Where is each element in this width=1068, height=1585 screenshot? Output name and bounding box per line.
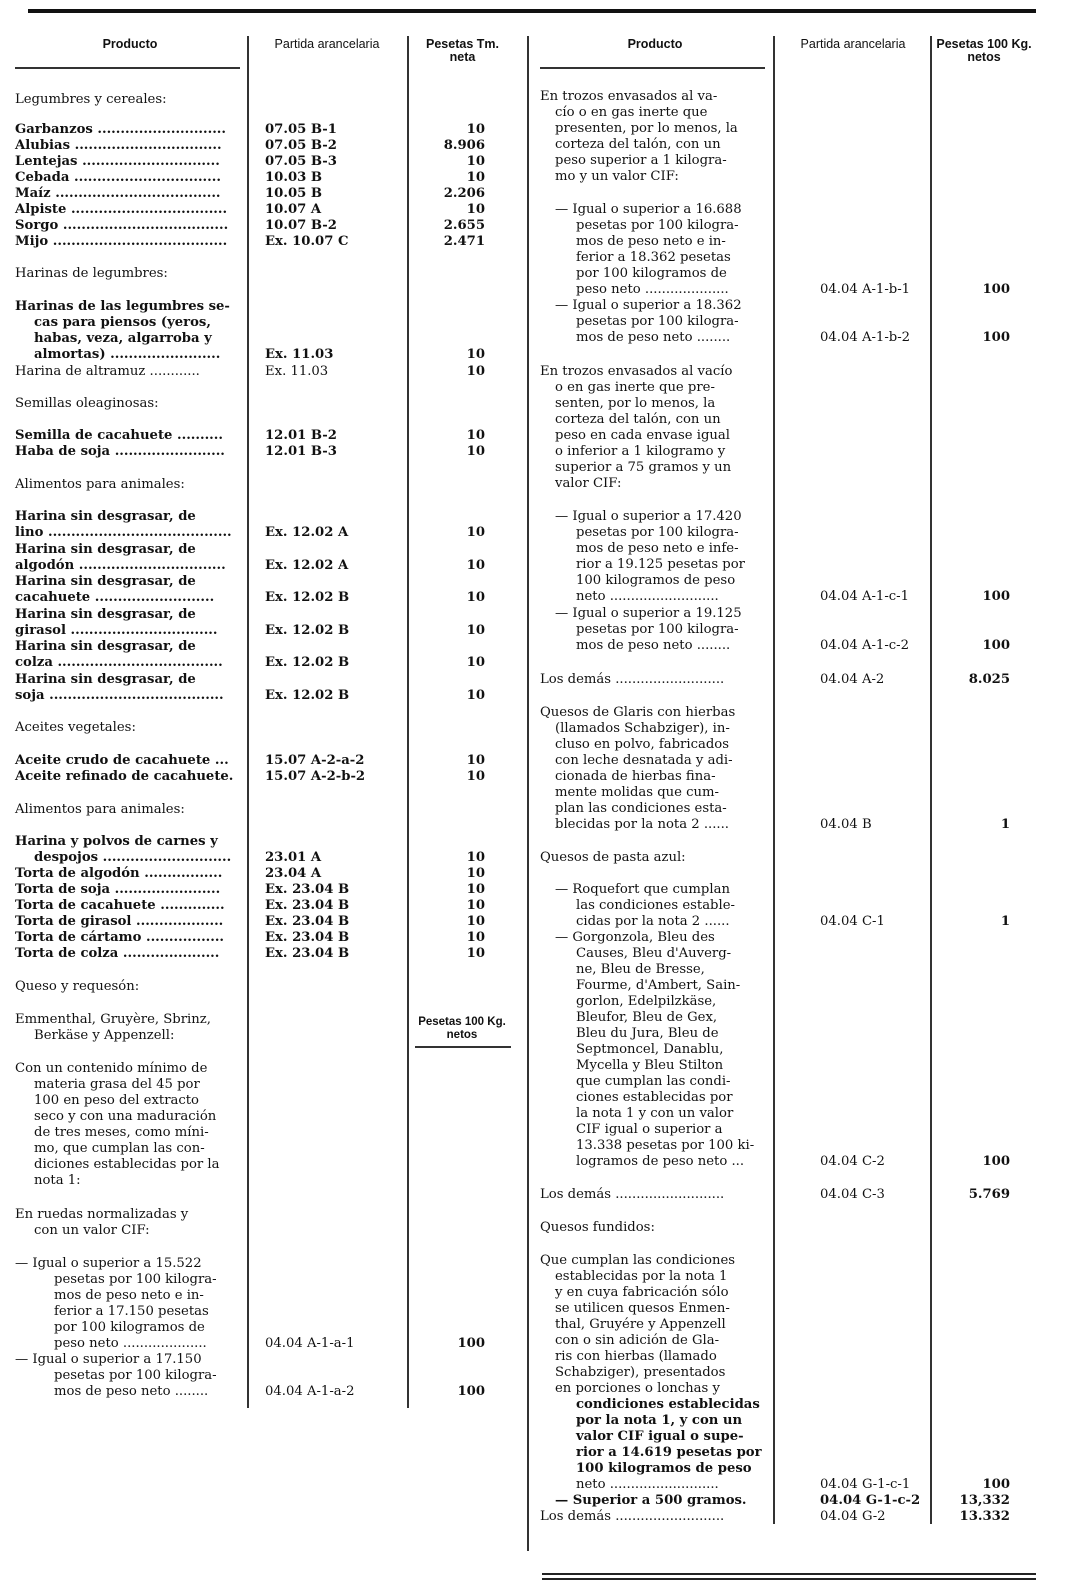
product-text: girasol ................................ [15, 623, 218, 638]
subheader-pesetas: Pesetas 100 Kg. netos [418, 1016, 506, 1041]
pesetas-value: 8.906 [443, 138, 485, 153]
pesetas-value: 10 [466, 590, 485, 605]
pesetas-value: 10 [466, 850, 485, 865]
partida-arancelaria: 15.07 A-2-b-2 [265, 769, 366, 784]
product-text: Lentejas .............................. [15, 154, 220, 169]
product-text: mo, que cumplan las con- [34, 1141, 205, 1156]
product-text: 100 en peso del extracto [34, 1093, 199, 1108]
partida-arancelaria: 04.04 G-1-c-1 [820, 1477, 911, 1492]
header-partida-left: Partida arancelaria [274, 37, 380, 51]
bottom-rule [542, 1578, 1036, 1580]
product-text: valor CIF igual o supe- [576, 1429, 744, 1444]
product-text: cluso en polvo, fabricados [555, 737, 729, 752]
header-partida-right: Partida arancelaria [800, 37, 906, 51]
product-text: neto .......................... [576, 589, 719, 604]
partida-arancelaria: 04.04 A-1-b-1 [820, 282, 911, 297]
pesetas-value: 10 [466, 202, 485, 217]
product-text: Semillas oleaginosas: [15, 396, 159, 411]
pesetas-value: 100 [982, 638, 1010, 653]
product-text: logramos de peso neto ... [576, 1154, 745, 1169]
product-text: Los demás .......................... [540, 672, 725, 687]
partida-arancelaria: 04.04 A-2 [820, 672, 885, 687]
product-text: Harina sin desgrasar, de [15, 672, 196, 687]
product-text: — Igual o superior a 18.362 [555, 298, 742, 313]
pesetas-value: 10 [466, 558, 485, 573]
product-text: Harina sin desgrasar, de [15, 542, 196, 557]
product-text: Harina sin desgrasar, de [15, 607, 196, 622]
product-text: se utilicen quesos Enmen- [555, 1301, 730, 1316]
product-text: rior a 14.619 pesetas por [576, 1445, 762, 1460]
product-text: Semilla de cacahuete .......... [15, 428, 223, 443]
partida-arancelaria: 12.01 B-2 [265, 428, 337, 443]
product-text: Mijo ...................................... [15, 234, 228, 249]
product-text: Torta de cártamo ................. [15, 930, 225, 945]
header-underline-left [15, 67, 240, 69]
pesetas-value: 1 [1000, 817, 1010, 832]
product-text: CIF igual o superior a [576, 1122, 723, 1137]
product-text: materia grasa del 45 por [34, 1077, 200, 1092]
product-text: despojos ............................ [34, 850, 232, 865]
product-text: Alpiste .................................. [15, 202, 228, 217]
product-text: — Igual o superior a 19.125 [555, 606, 742, 621]
partida-arancelaria: 04.04 G-2 [820, 1509, 886, 1524]
product-text: pesetas por 100 kilogra- [576, 622, 739, 637]
product-text: peso superior a 1 kilogra- [555, 153, 727, 168]
product-text: Torta de algodón ................. [15, 866, 223, 881]
partida-arancelaria: 07.05 B-1 [265, 122, 337, 137]
product-text: ferior a 17.150 pesetas [54, 1304, 209, 1319]
pesetas-value: 10 [466, 946, 485, 961]
product-text: por la nota 1, y con un [576, 1413, 743, 1428]
product-text: Aceite refinado de cacahuete. [15, 769, 234, 784]
product-text: nota 1: [34, 1173, 81, 1188]
pesetas-value: 10 [466, 898, 485, 913]
column-divider [930, 36, 932, 1524]
pesetas-value: 10 [466, 688, 485, 703]
product-text: y en cuya fabricación sólo [555, 1285, 729, 1300]
partida-arancelaria: Ex. 12.02 B [265, 688, 350, 703]
partida-arancelaria: Ex. 11.03 [265, 364, 329, 379]
partida-arancelaria: 04.04 A-1-a-2 [265, 1384, 355, 1399]
product-text: pesetas por 100 kilogra- [54, 1368, 217, 1383]
product-text: las condiciones estable- [576, 898, 735, 913]
product-text: Quesos de Glaris con hierbas [540, 705, 736, 720]
product-text: Alimentos para animales: [15, 802, 185, 817]
product-text: Alimentos para animales: [15, 477, 185, 492]
product-text: Garbanzos ............................ [15, 122, 226, 137]
product-text: en porciones o lonchas y [555, 1381, 720, 1396]
product-text: pesetas por 100 kilogra- [576, 218, 739, 233]
header-producto-left: Producto [102, 37, 158, 51]
product-text: Harina sin desgrasar, de [15, 509, 196, 524]
product-text: con un valor CIF: [34, 1223, 150, 1238]
partida-arancelaria: 10.07 B-2 [265, 218, 337, 233]
product-text: establecidas por la nota 1 [555, 1269, 728, 1284]
product-text: ne, Bleu de Bresse, [576, 962, 705, 977]
product-text: Harina sin desgrasar, de [15, 574, 196, 589]
product-text: Con un contenido mínimo de [15, 1061, 208, 1076]
subheader-underline [415, 1046, 511, 1048]
product-text: la nota 1 y con un valor [576, 1106, 734, 1121]
partida-arancelaria: 04.04 A-1-c-2 [820, 638, 910, 653]
partida-arancelaria: 04.04 A-1-c-1 [820, 589, 910, 604]
pesetas-value: 100 [457, 1336, 485, 1351]
product-text: Harinas de las legumbres se- [15, 299, 230, 314]
product-text: Aceite crudo de cacahuete ... [15, 753, 229, 768]
product-text: Queso y requesón: [15, 979, 140, 994]
partida-arancelaria: 04.04 A-1-b-2 [820, 330, 911, 345]
top-rule [28, 9, 1036, 13]
product-text: Harinas de legumbres: [15, 266, 168, 281]
product-text: ferior a 18.362 pesetas [576, 250, 731, 265]
product-text: de tres meses, como míni- [34, 1125, 209, 1140]
partida-arancelaria: 04.04 C-3 [820, 1187, 885, 1202]
product-text: habas, veza, algarroba y [34, 331, 212, 346]
product-text: Mycella y Bleu Stilton [576, 1058, 724, 1073]
pesetas-value: 100 [982, 282, 1010, 297]
product-text: con leche desnatada y adi- [555, 753, 733, 768]
partida-arancelaria: 07.05 B-3 [265, 154, 337, 169]
pesetas-value: 100 [457, 1384, 485, 1399]
pesetas-value: 100 [982, 1477, 1010, 1492]
column-divider [247, 36, 249, 1408]
product-text: Harina sin desgrasar, de [15, 639, 196, 654]
product-text: En trozos envasados al vacío [540, 364, 733, 379]
partida-arancelaria: 15.07 A-2-a-2 [265, 753, 365, 768]
product-text: mos de peso neto ........ [54, 1384, 209, 1399]
product-text: superior a 75 gramos y un [555, 460, 732, 475]
header-pesetas-left: Pesetas Tm. neta [426, 37, 499, 64]
product-text: algodón ................................ [15, 558, 226, 573]
product-text: peso neto .................... [576, 282, 729, 297]
product-text: Haba de soja ........................ [15, 444, 225, 459]
product-text: Bleu du Jura, Bleu de [576, 1026, 719, 1041]
product-text: peso neto .................... [54, 1336, 207, 1351]
pesetas-value: 10 [466, 122, 485, 137]
product-text: Los demás .......................... [540, 1187, 725, 1202]
partida-arancelaria: 04.04 G-1-c-2 [820, 1493, 921, 1508]
partida-arancelaria: Ex. 11.03 [265, 347, 334, 362]
product-text: cacahuete .......................... [15, 590, 215, 605]
pesetas-value: 10 [466, 525, 485, 540]
pesetas-value: 10 [466, 444, 485, 459]
product-text: ciones establecidas por [576, 1090, 733, 1105]
product-text: Legumbres y cereales: [15, 92, 167, 107]
product-text: mo y un valor CIF: [555, 169, 679, 184]
partida-arancelaria: Ex. 23.04 B [265, 914, 350, 929]
product-text: pesetas por 100 kilogra- [576, 314, 739, 329]
product-text: presenten, por lo menos, la [555, 121, 738, 136]
product-text: plan las condiciones esta- [555, 801, 727, 816]
partida-arancelaria: 04.04 C-1 [820, 914, 885, 929]
column-divider [527, 36, 529, 1551]
pesetas-value: 100 [982, 1154, 1010, 1169]
product-text: Harina de altramuz ............ [15, 364, 200, 379]
product-text: Torta de soja ....................... [15, 882, 221, 897]
product-text: Harina y polvos de carnes y [15, 834, 218, 849]
product-text: Los demás .......................... [540, 1509, 725, 1524]
pesetas-value: 100 [982, 589, 1010, 604]
product-text: valor CIF: [555, 476, 622, 491]
pesetas-value: 10 [466, 347, 485, 362]
product-text: condiciones establecidas [576, 1397, 760, 1412]
product-text: mos de peso neto e in- [576, 234, 726, 249]
pesetas-value: 10 [466, 914, 485, 929]
pesetas-value: 10 [466, 753, 485, 768]
product-text: 100 kilogramos de peso [576, 573, 736, 588]
partida-arancelaria: 23.01 A [265, 850, 322, 865]
product-text: Causes, Bleu d'Auverg- [576, 946, 732, 961]
product-text: cionada de hierbas fina- [555, 769, 716, 784]
partida-arancelaria: Ex. 12.02 A [265, 525, 349, 540]
product-text: corteza del talón, con un [555, 412, 721, 427]
product-text: Bleufor, Bleu de Gex, [576, 1010, 718, 1025]
product-text: peso en cada envase igual [555, 428, 730, 443]
product-text: Berkäse y Appenzell: [34, 1028, 175, 1043]
product-text: — Igual o superior a 17.150 [15, 1352, 202, 1367]
product-text: Schabziger), presentados [555, 1365, 726, 1380]
product-text: cidas por la nota 2 ...... [576, 914, 730, 929]
product-text: Quesos fundidos: [540, 1220, 655, 1235]
product-text: — Gorgonzola, Bleu des [555, 930, 715, 945]
product-text: mos de peso neto e in- [54, 1288, 204, 1303]
header-producto-right: Producto [627, 37, 683, 51]
pesetas-value: 8.025 [968, 672, 1010, 687]
partida-arancelaria: Ex. 23.04 B [265, 930, 350, 945]
product-text: 13.338 pesetas por 100 ki- [576, 1138, 755, 1153]
product-text: Torta de colza ..................... [15, 946, 220, 961]
pesetas-value: 10 [466, 364, 485, 379]
product-text: colza .................................... [15, 655, 223, 670]
product-text: cas para piensos (yeros, [34, 315, 211, 330]
product-text: mos de peso neto ........ [576, 638, 731, 653]
product-text: soja ...................................... [15, 688, 224, 703]
pesetas-value: 13.332 [959, 1509, 1010, 1524]
partida-arancelaria: Ex. 23.04 B [265, 946, 350, 961]
product-text: Sorgo .................................... [15, 218, 229, 233]
product-text: neto .......................... [576, 1477, 719, 1492]
pesetas-value: 2.655 [443, 218, 485, 233]
partida-arancelaria: 10.03 B [265, 170, 323, 185]
partida-arancelaria: Ex. 10.07 C [265, 234, 349, 249]
partida-arancelaria: 12.01 B-3 [265, 444, 337, 459]
pesetas-value: 100 [982, 330, 1010, 345]
product-text: que cumplan las condi- [576, 1074, 731, 1089]
product-text: — Superior a 500 gramos. [555, 1493, 747, 1508]
partida-arancelaria: 23.04 A [265, 866, 322, 881]
pesetas-value: 1 [1000, 914, 1010, 929]
product-text: mos de peso neto ........ [576, 330, 731, 345]
partida-arancelaria: 04.04 A-1-a-1 [265, 1336, 355, 1351]
product-text: gorlon, Edelpilzkäse, [576, 994, 717, 1009]
partida-arancelaria: Ex. 12.02 A [265, 558, 349, 573]
product-text: almortas) ........................ [34, 347, 221, 362]
pesetas-value: 5.769 [968, 1187, 1010, 1202]
product-text: 100 kilogramos de peso [576, 1461, 752, 1476]
product-text: — Roquefort que cumplan [555, 882, 730, 897]
partida-arancelaria: Ex. 12.02 B [265, 655, 350, 670]
bottom-rule [542, 1573, 1036, 1575]
partida-arancelaria: Ex. 12.02 B [265, 623, 350, 638]
product-text: mos de peso neto e infe- [576, 541, 739, 556]
product-text: En trozos envasados al va- [540, 89, 718, 104]
product-text: Septmoncel, Danablu, [576, 1042, 724, 1057]
product-text: senten, por lo menos, la [555, 396, 716, 411]
partida-arancelaria: 07.05 B-2 [265, 138, 337, 153]
product-text: mente molidas que cum- [555, 785, 720, 800]
product-text: En ruedas normalizadas y [15, 1207, 189, 1222]
product-text: seco y con una maduración [34, 1109, 217, 1124]
partida-arancelaria: 04.04 B [820, 817, 872, 832]
product-text: Alubias ................................ [15, 138, 222, 153]
pesetas-value: 10 [466, 866, 485, 881]
product-text: corteza del talón, con un [555, 137, 721, 152]
product-text: Quesos de pasta azul: [540, 850, 686, 865]
product-text: o en gas inerte que pre- [555, 380, 715, 395]
product-text: Emmenthal, Gruyère, Sbrinz, [15, 1012, 211, 1027]
header-underline-right [540, 67, 765, 69]
pesetas-value: 10 [466, 154, 485, 169]
partida-arancelaria: 10.07 A [265, 202, 322, 217]
product-text: Maíz .................................... [15, 186, 221, 201]
pesetas-value: 10 [466, 930, 485, 945]
product-text: Aceites vegetales: [15, 720, 136, 735]
pesetas-value: 10 [466, 170, 485, 185]
header-pesetas-right: Pesetas 100 Kg. netos [936, 37, 1032, 64]
product-text: Torta de girasol ................... [15, 914, 224, 929]
pesetas-value: 2.206 [443, 186, 485, 201]
product-text: — Igual o superior a 16.688 [555, 202, 742, 217]
product-text: o inferior a 1 kilogramo y [555, 444, 726, 459]
product-text: (llamados Schabziger), in- [555, 721, 730, 736]
product-text: lino ........................................ [15, 525, 232, 540]
product-text: blecidas por la nota 2 ...... [555, 817, 730, 832]
product-text: Que cumplan las condiciones [540, 1253, 736, 1268]
product-text: por 100 kilogramos de [54, 1320, 205, 1335]
product-text: Torta de cacahuete .............. [15, 898, 225, 913]
product-text: Fourme, d'Ambert, Sain- [576, 978, 741, 993]
product-text: cío o en gas inerte que [555, 105, 708, 120]
product-text: por 100 kilogramos de [576, 266, 727, 281]
partida-arancelaria: 10.05 B [265, 186, 323, 201]
pesetas-value: 10 [466, 623, 485, 638]
product-text: ris con hierbas (llamado [555, 1349, 717, 1364]
pesetas-value: 10 [466, 428, 485, 443]
pesetas-value: 2.471 [443, 234, 485, 249]
product-text: pesetas por 100 kilogra- [576, 525, 739, 540]
partida-arancelaria: Ex. 12.02 B [265, 590, 350, 605]
column-divider [773, 36, 775, 1524]
product-text: pesetas por 100 kilogra- [54, 1272, 217, 1287]
partida-arancelaria: Ex. 23.04 B [265, 882, 350, 897]
product-text: — Igual o superior a 15.522 [15, 1256, 202, 1271]
product-text: thal, Gruyére y Appenzell [555, 1317, 726, 1332]
product-text: con o sin adición de Gla- [555, 1333, 720, 1348]
product-text: — Igual o superior a 17.420 [555, 509, 742, 524]
pesetas-value: 13,332 [959, 1493, 1010, 1508]
partida-arancelaria: Ex. 23.04 B [265, 898, 350, 913]
pesetas-value: 10 [466, 882, 485, 897]
pesetas-value: 10 [466, 655, 485, 670]
partida-arancelaria: 04.04 C-2 [820, 1154, 885, 1169]
product-text: diciones establecidas por la [34, 1157, 220, 1172]
pesetas-value: 10 [466, 769, 485, 784]
product-text: Cebada ................................ [15, 170, 221, 185]
product-text: rior a 19.125 pesetas por [576, 557, 745, 572]
